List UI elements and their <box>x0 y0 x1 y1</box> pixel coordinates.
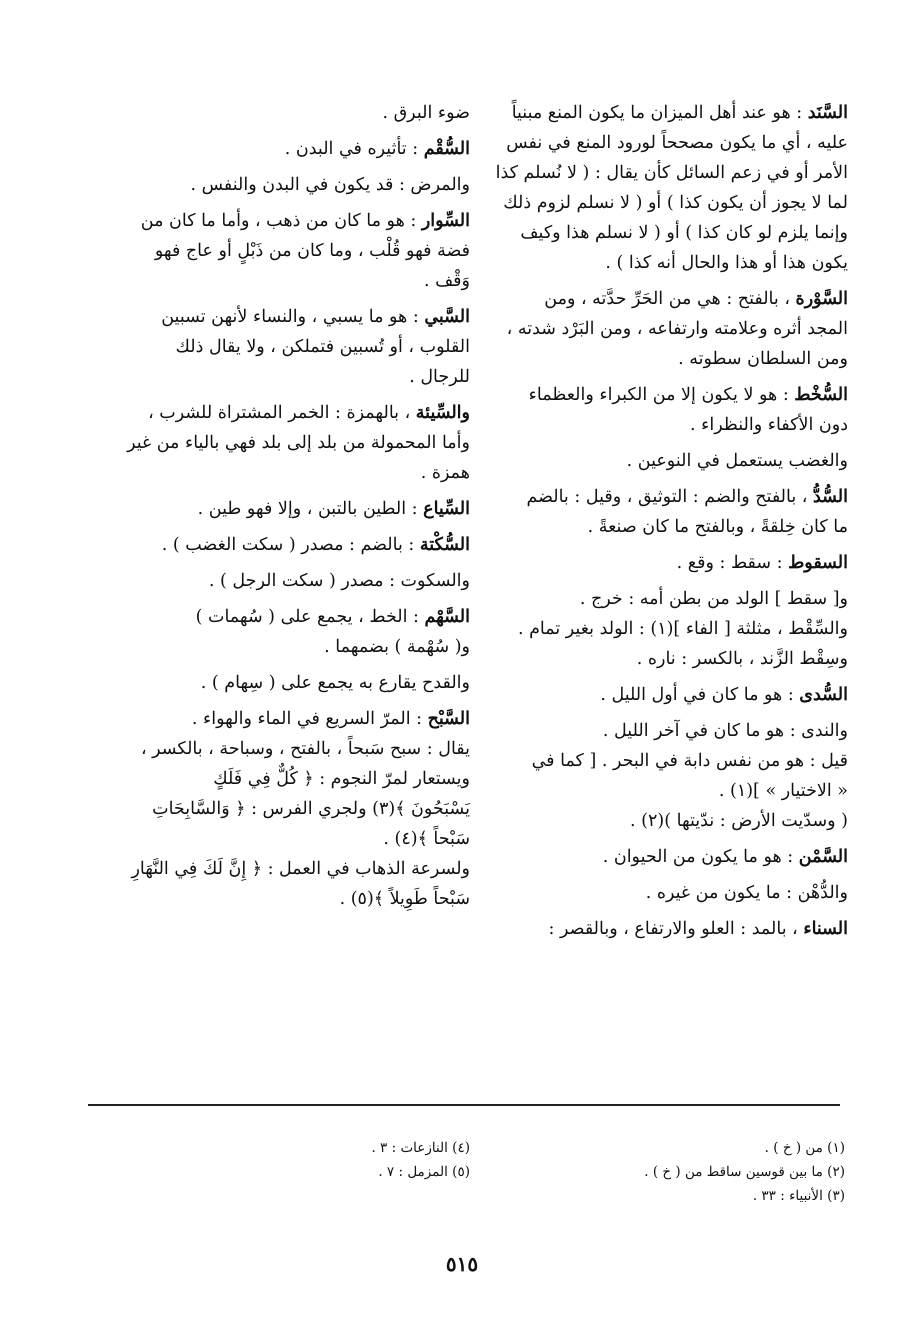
entry-headword: السُّقْم <box>423 139 470 159</box>
dictionary-entry <box>95 134 470 164</box>
entry-headword: والسِّيئة <box>415 403 470 423</box>
entry-headword: السَّبْح <box>427 709 470 729</box>
dictionary-entry <box>490 548 848 578</box>
entry-line: والغضب يستعمل في النوعين . <box>626 451 848 471</box>
dictionary-entry <box>490 716 848 836</box>
entry-line: عليه ، أي ما يكون مصححاً لورود المنع في نفس <box>506 133 848 153</box>
entry-line: المجد أثره وعلامته وارتفاعه ، ومن البَرْد شدته ، <box>506 319 848 339</box>
entry-headword: السِّوار <box>421 211 470 231</box>
dictionary-entry <box>95 602 470 662</box>
entry-line: ولسرعة الذهاب في العمل : ﴿ إِنَّ لَكَ فِي النَّهَارِ <box>131 859 470 879</box>
entry-headword: السقوط <box>788 553 848 573</box>
entry-line: القلوب ، أو تُسبين فتملكن ، ولا يقال ذلك <box>175 337 470 357</box>
entry-line: والسِّقْط ، مثلثة [ الفاء ](١) : الولد بغير تمام . <box>517 619 848 639</box>
dictionary-entry <box>490 584 848 674</box>
entry-line: للرجال . <box>409 367 470 387</box>
entry-headword: السناء <box>803 919 848 939</box>
footnotes-left <box>180 1136 470 1184</box>
dictionary-entry <box>490 482 848 542</box>
entry-line: السَّبْح : المرّ السريع في الماء والهواء . <box>191 709 470 729</box>
entry-line: ويستعار لمرّ النجوم : ﴿ كُلٌّ فِي فَلَكٍ <box>213 769 470 789</box>
entry-headword: السِّياع <box>423 499 470 519</box>
entry-line: والسِّيئة ، بالهمزة : الخمر المشتراة للشرب ، <box>148 403 470 423</box>
entry-line: السَّبي : هو ما يسبي ، والنساء لأنهن تسبين <box>161 307 470 327</box>
entry-line: الأمر أو في زعم السائل كأن يقال : ( لا نُسلم كذا <box>495 163 848 183</box>
entry-line: والقدح يقارع به يجمع على ( سِهام ) . <box>200 673 470 693</box>
entry-line: همزة . <box>420 463 470 483</box>
entry-headword: السُّدُّ <box>813 487 848 507</box>
footnote: (١) من ( خ ) . <box>764 1140 845 1156</box>
entry-line: يقال : سبح سَبحاً ، بالفتح ، وسباحة ، بالكسر ، <box>140 739 470 759</box>
entry-line: ما كان خِلقةً ، وبالفتح ما كان صنعةً . <box>587 517 848 537</box>
dictionary-entry <box>95 494 470 524</box>
dictionary-entry <box>95 206 470 296</box>
entry-line: السَّنَد : هو عند أهل الميزان ما يكون المنع مبنياً <box>511 103 848 123</box>
entry-line: دون الأكفاء والنظراء . <box>690 415 848 435</box>
entry-line: والسكوت : مصدر ( سكت الرجل ) . <box>208 571 470 591</box>
footnote: (٣) الأنبياء : ٣٣ . <box>752 1188 845 1204</box>
footnote: (٥) المزمل : ٧ . <box>378 1164 470 1180</box>
entry-line: السُّدى : هو ما كان في أول الليل . <box>600 685 848 705</box>
footnote-divider <box>88 1104 840 1106</box>
footnotes-right <box>500 1136 845 1208</box>
entry-headword: السُّخْط <box>794 385 848 405</box>
footnote: (٤) النازعات : ٣ . <box>371 1140 470 1156</box>
entry-headword: السَّمْن <box>798 847 848 867</box>
entry-line: والمرض : قد يكون في البدن والنفس . <box>190 175 470 195</box>
dictionary-entry <box>95 566 470 596</box>
entry-line: السُّكْتة : بالضم : مصدر ( سكت الغضب ) . <box>161 535 470 555</box>
left-text-column <box>95 98 470 920</box>
dictionary-entry <box>490 878 848 908</box>
dictionary-entry <box>490 446 848 476</box>
entry-line: ضوء البرق . <box>382 103 470 123</box>
dictionary-entry <box>95 530 470 560</box>
entry-line: السَّهْم : الخط ، يجمع على ( سُهمات ) <box>195 607 470 627</box>
entry-line: يَسْبَحُونَ ﴾(٣) ولجري الفرس : ﴿ وَالسَّابِحَاتِ <box>152 799 470 819</box>
entry-line: السِّوار : هو ما كان من ذهب ، وأما ما كان من <box>140 211 470 231</box>
entry-line: والدُّهْن : ما يكون من غيره . <box>645 883 848 903</box>
entry-line: ( وسدّيت الأرض : ندّيتها )(٢) . <box>630 811 848 831</box>
entry-line: وأما المحمولة من بلد إلى بلد فهي بالياء من غير <box>127 433 470 453</box>
dictionary-entry <box>95 98 470 128</box>
dictionary-entry <box>490 98 848 278</box>
entry-line: و[ سقط ] الولد من بطن أمه : خرج . <box>579 589 848 609</box>
entry-line: قيل : هو من نفس دابة في البحر . [ كما في <box>531 751 848 771</box>
entry-line: ومن السلطان سطوته . <box>678 349 848 369</box>
entry-line: السُّدُّ ، بالفتح والضم : التوثيق ، وقيل : بالضم <box>526 487 848 507</box>
dictionary-entry <box>490 284 848 374</box>
entry-line: السقوط : سقط : وقع . <box>676 553 848 573</box>
entry-headword: السَّوْرة <box>795 289 848 309</box>
entry-line: يكون هذا أو هذا والحال أنه كذا ) . <box>605 253 848 273</box>
entry-line: لما لا يجوز أن يكون كذا ) أو ( لا نسلم لزوم ذلك <box>503 193 848 213</box>
entry-line: وسِقْط الزَّند ، بالكسر : ناره . <box>636 649 848 669</box>
entry-line: « الاختيار » ](١) . <box>718 781 848 801</box>
entry-line: سَبْحاً ﴾(٤) . <box>383 829 470 849</box>
entry-line: السِّياع : الطين بالتبن ، وإلا فهو طين . <box>197 499 470 519</box>
dictionary-entry <box>95 302 470 392</box>
right-text-column <box>490 98 848 950</box>
entry-line: وَقْف . <box>423 271 470 291</box>
entry-headword: السُّكْتة <box>419 535 470 555</box>
entry-line: فضة فهو قُلْب ، وما كان من ذَبْلٍ أو عاج فهو <box>154 241 470 261</box>
dictionary-entry <box>95 398 470 488</box>
dictionary-entry <box>490 842 848 872</box>
dictionary-entry <box>95 704 470 914</box>
entry-line: سَبْحاً طَوِيلاً ﴾(٥) . <box>339 889 470 909</box>
page-number: ٥١٥ <box>445 1252 479 1276</box>
entry-headword: السَّبي <box>424 307 470 327</box>
dictionary-entry <box>490 380 848 440</box>
footnote: (٢) ما بين قوسين ساقط من ( خ ) . <box>644 1164 845 1180</box>
entry-line: السناء ، بالمد : العلو والارتفاع ، وبالقصر : <box>548 919 848 939</box>
entry-line: و( سُهْمة ) بضمهما . <box>324 637 470 657</box>
entry-line: السُّخْط : هو لا يكون إلا من الكبراء والعظماء <box>528 385 848 405</box>
entry-line: السَّوْرة ، بالفتح : هي من الحَرِّ حدَّته ، ومن <box>544 289 848 309</box>
entry-headword: السُّدى <box>799 685 848 705</box>
entry-line: السُّقْم : تأثيره في البدن . <box>284 139 470 159</box>
dictionary-entry <box>490 914 848 944</box>
dictionary-entry <box>95 170 470 200</box>
entry-headword: السَّهْم <box>424 607 470 627</box>
entry-line: وإنما يلزم لو كان كذا ) أو ( لا نسلم هذا وكيف <box>520 223 848 243</box>
dictionary-entry <box>95 668 470 698</box>
entry-line: السَّمْن : هو ما يكون من الحيوان . <box>602 847 848 867</box>
entry-line: والندى : هو ما كان في آخر الليل . <box>602 721 848 741</box>
entry-headword: السَّنَد <box>807 103 848 123</box>
dictionary-entry <box>490 680 848 710</box>
